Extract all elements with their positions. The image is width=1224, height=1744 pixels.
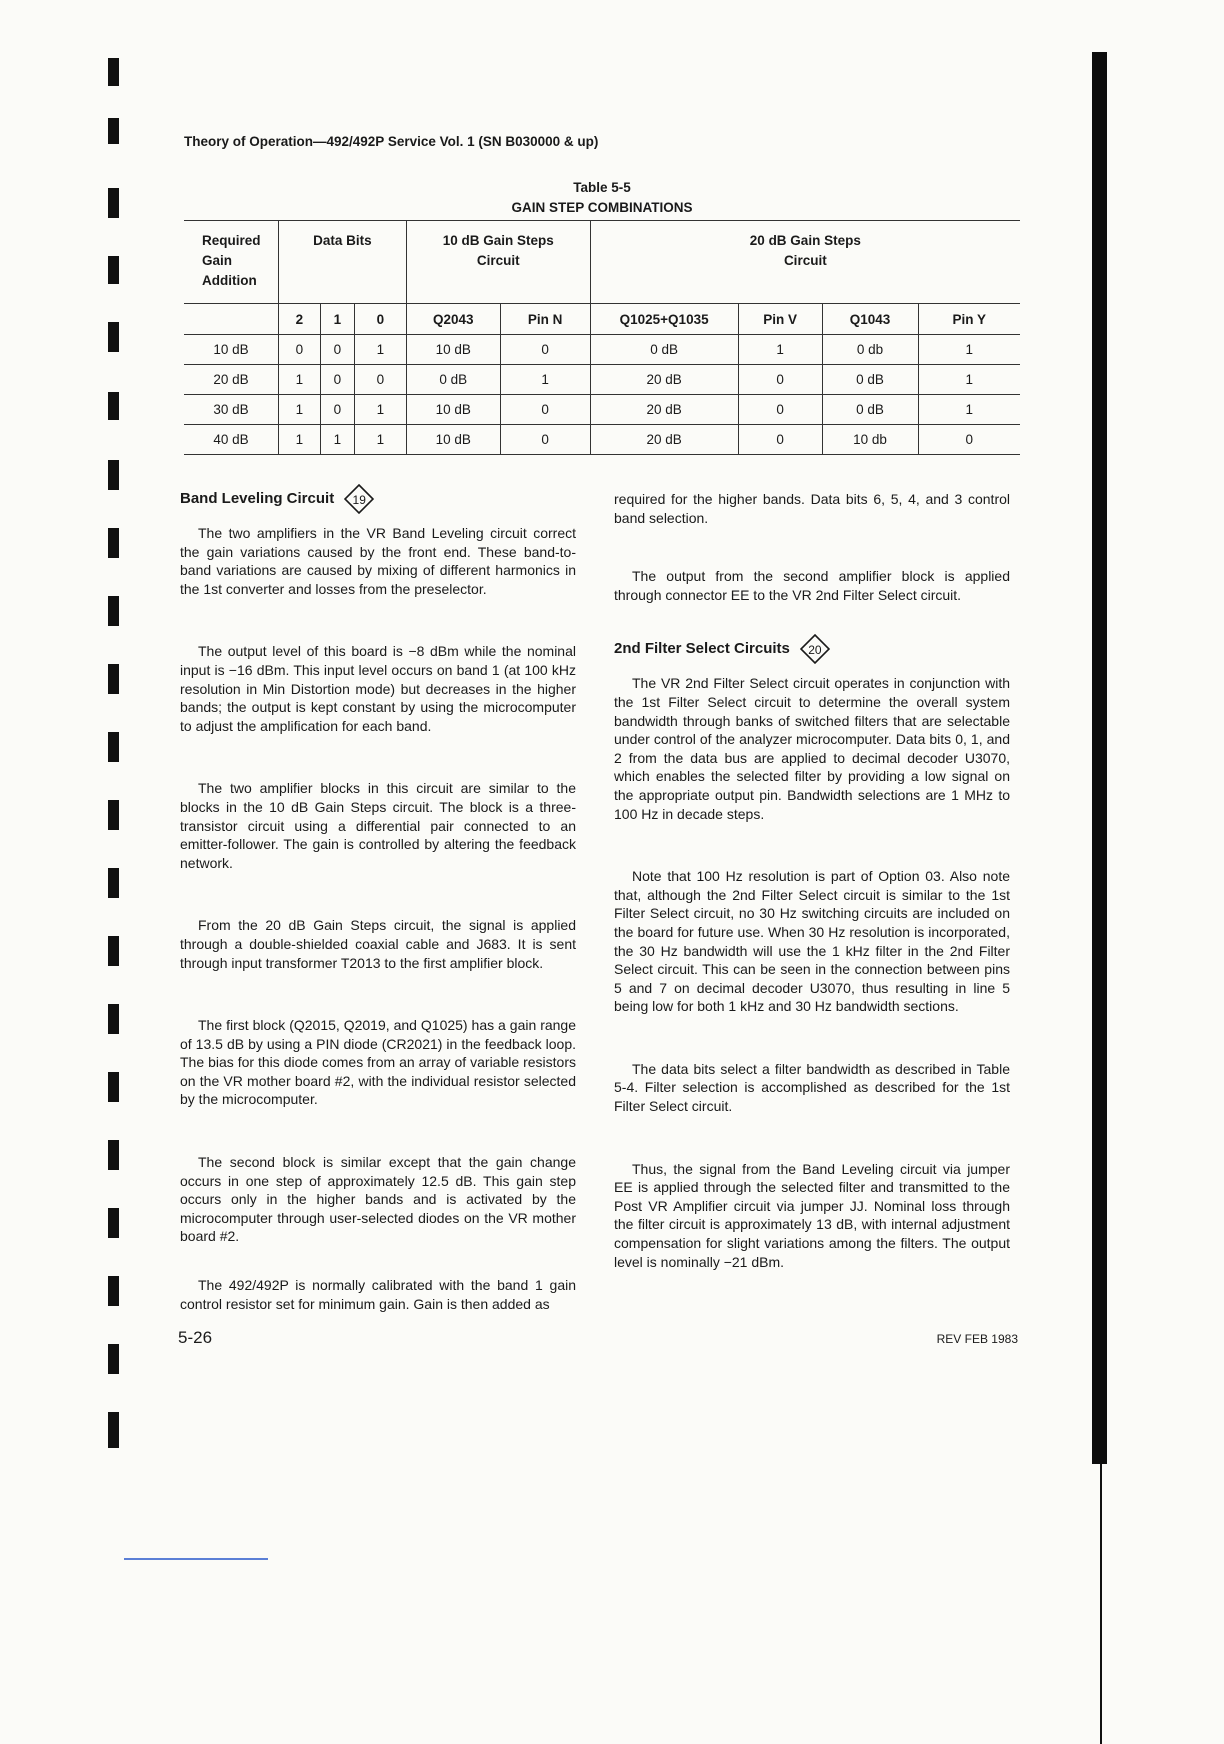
table-cell: 0 dB xyxy=(822,395,918,425)
table-cell: 0 xyxy=(320,335,354,365)
table-row xyxy=(184,395,1020,425)
paragraph: From the 20 dB Gain Steps circuit, the signal is applied through a double-shielded coaxial cable and J683. It is sent through input transformer T2013 to the first amplifier block. xyxy=(180,917,576,971)
table-cell: 30 dB xyxy=(184,395,278,425)
revision-date: REV FEB 1983 xyxy=(936,1332,1018,1346)
diamond-icon xyxy=(800,634,830,664)
table-cell: 0 dB xyxy=(406,365,500,395)
table-cell: 1 xyxy=(918,395,1020,425)
schematic-number-badge: 19 xyxy=(352,493,366,507)
table-cell: 10 dB xyxy=(406,425,500,455)
gain-step-table xyxy=(184,220,1020,455)
paragraph: The VR 2nd Filter Select circuit operates in conjunction with the 1st Filter Select circuit to determine the overall system bandwidth through banks of switched filters that are selectable under control of the analyzer microcomputer. Data bits 0, 1, and 2 from the data bus are applied to decimal decoder U3070, which enables the selected filter by providing a low signal on the appropriate output pin. Bandwidth selections are 1 MHz to 100 Hz in decade steps. xyxy=(614,675,1010,822)
table-caption xyxy=(184,178,1020,218)
table-cell: 20 dB xyxy=(590,395,738,425)
table-cell: 10 dB xyxy=(184,335,278,365)
right-edge-line xyxy=(1100,1464,1102,1744)
col-header: 1 xyxy=(320,304,354,335)
header-blank xyxy=(184,304,278,335)
table-cell: 0 dB xyxy=(590,335,738,365)
col-header: 0 xyxy=(354,304,406,335)
table-cell: 1 xyxy=(354,395,406,425)
table-cell: 0 xyxy=(354,365,406,395)
running-head: Theory of Operation—492/492P Service Vol. 1 (SN B030000 & up) xyxy=(184,134,599,149)
table-cell: 1 xyxy=(918,335,1020,365)
header-20db-circuit: 20 dB Gain Steps Circuit xyxy=(590,221,1020,304)
table-cell: 1 xyxy=(354,335,406,365)
section-heading-band-leveling xyxy=(180,484,576,514)
right-column xyxy=(614,490,1010,1271)
header-10db-circuit: 10 dB Gain Steps Circuit xyxy=(406,221,590,304)
col-header: Q1025+Q1035 xyxy=(590,304,738,335)
table-title: GAIN STEP COMBINATIONS xyxy=(511,200,693,215)
table-cell: 0 xyxy=(738,365,822,395)
paragraph: The 492/492P is normally calibrated with the band 1 gain control resistor set for minimum gain. Gain is then added as xyxy=(180,1277,576,1312)
table-cell: 10 dB xyxy=(406,395,500,425)
table-cell: 1 xyxy=(320,425,354,455)
table-cell: 1 xyxy=(500,365,590,395)
table-cell: 0 xyxy=(918,425,1020,455)
table-cell: 0 xyxy=(500,395,590,425)
table-cell: 40 dB xyxy=(184,425,278,455)
table-cell: 10 db xyxy=(822,425,918,455)
paragraph: The data bits select a filter bandwidth as described in Table 5-4. Filter selection is accomplished as described for the 1st Filter Select circuit. xyxy=(614,1060,1010,1115)
right-edge-bar xyxy=(1092,52,1107,1464)
table-row xyxy=(184,365,1020,395)
col-header: 2 xyxy=(278,304,320,335)
paragraph: required for the higher bands. Data bits 6, 5, 4, and 3 control band selection. xyxy=(614,491,1010,526)
paragraph: The two amplifiers in the VR Band Leveling circuit correct the gain variations caused by the front end. These band-to-band variations are caused by mixing of different harmonics in the 1st converter and losses from the preselector. xyxy=(180,525,576,597)
table-cell: 0 xyxy=(500,335,590,365)
table-cell: 1 xyxy=(278,425,320,455)
col-header: Pin V xyxy=(738,304,822,335)
filter-select-heading: 2nd Filter Select Circuits xyxy=(614,640,790,658)
paragraph: Thus, the signal from the Band Leveling circuit via jumper EE is applied through the selected filter and transmitted to the Post VR Amplifier circuit via jumper JJ. Nominal loss through the filter circuit is approximately 13 dB, with internal adjustment compensation for slight variations among the filters. The output level is nominally −21 dBm. xyxy=(614,1160,1010,1270)
table-cell: 20 dB xyxy=(184,365,278,395)
table-cell: 1 xyxy=(918,365,1020,395)
table-cell: 0 xyxy=(738,395,822,425)
table-cell: 1 xyxy=(738,335,822,365)
schematic-number-badge: 20 xyxy=(808,643,822,658)
col-header: Pin N xyxy=(500,304,590,335)
table-row xyxy=(184,425,1020,455)
table-cell: 10 dB xyxy=(406,335,500,365)
col-header: Q2043 xyxy=(406,304,500,335)
col-header: Q1043 xyxy=(822,304,918,335)
table-cell: 0 xyxy=(320,395,354,425)
table-cell: 1 xyxy=(354,425,406,455)
diamond-icon xyxy=(344,484,374,514)
table-row xyxy=(184,335,1020,365)
paragraph: The two amplifier blocks in this circuit are similar to the blocks in the 10 dB Gain Steps circuit. The block is a three-transistor circuit using a differential pair connected to an emitter-follower. The gain is controlled by altering the feedback network. xyxy=(180,780,576,871)
section-heading-2nd-filter xyxy=(614,634,1010,664)
paragraph: The output level of this board is −8 dBm while the nominal input is −16 dBm. This input level occurs on band 1 (at 100 kHz resolution in Min Distortion mode) but decreases in the higher bands; the output is kept constant by using the microcomputer to adjust the amplification for each band. xyxy=(180,643,576,734)
table-cell: 0 dB xyxy=(822,365,918,395)
header-required-gain: Required Gain Addition xyxy=(184,221,278,304)
table-cell: 0 xyxy=(278,335,320,365)
band-leveling-heading: Band Leveling Circuit xyxy=(180,489,335,507)
table-cell: 0 xyxy=(320,365,354,395)
header-data-bits: Data Bits xyxy=(278,221,406,304)
paragraph: Note that 100 Hz resolution is part of Option 03. Also note that, although the 2nd Filter Select circuit is similar to the 1st Filter Select circuit, no 30 Hz switching circuits are included on the board for future use. When 30 Hz resolution is incorporated, the 30 Hz bandwidth will use the 1 kHz filter in the 2nd Filter Select circuit. This can be seen in the connection between pins 5 and 7 on decimal decoder U3070, thus resulting in line 5 being low for both 1 kHz and 30 Hz bandwidth sections. xyxy=(614,868,1010,1015)
table-cell: 1 xyxy=(278,395,320,425)
paragraph: The second block is similar except that the gain change occurs in one step of approximately 12.5 dB. This gain step occurs only in the higher bands and is activated by the microcomputer through user-selected diodes on the VR mother board #2. xyxy=(180,1154,576,1245)
paragraph: The first block (Q2015, Q2019, and Q1025) has a gain range of 13.5 dB by using a PIN diode (CR2021) in the feedback loop. The bias for this diode comes from an array of variable resistors on the VR mother board #2, with the individual resistor selected by the microcomputer. xyxy=(180,1017,576,1108)
paragraph: The output from the second amplifier block is applied through connector EE to the VR 2nd Filter Select circuit. xyxy=(614,568,1010,603)
table-cell: 0 db xyxy=(822,335,918,365)
page-number: 5-26 xyxy=(178,1328,213,1347)
table-cell: 20 dB xyxy=(590,365,738,395)
table-cell: 0 xyxy=(738,425,822,455)
col-header: Pin Y xyxy=(918,304,1020,335)
left-column xyxy=(180,484,576,1313)
table-number: Table 5-5 xyxy=(573,180,631,195)
bottom-scan-mark xyxy=(124,1558,268,1560)
table-cell: 20 dB xyxy=(590,425,738,455)
table-cell: 0 xyxy=(500,425,590,455)
table-cell: 1 xyxy=(278,365,320,395)
